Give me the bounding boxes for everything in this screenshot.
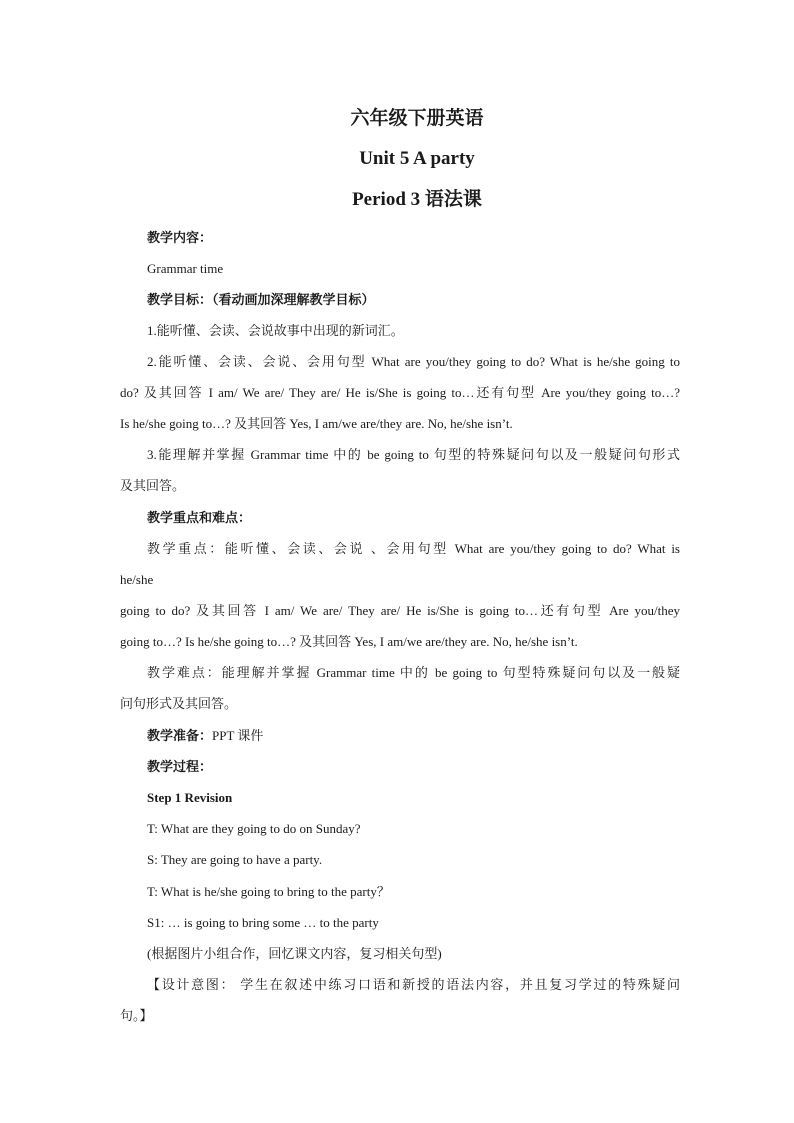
objective-2-line-1: 2.能听懂、会读、会说、会用句型 What are you/they going to do? What is he/she going to	[147, 354, 680, 369]
objective-2-line-2: do? 及其回答 I am/ We are/ They are/ He is/She is going to…还有句型 Are you/they going to…?	[120, 385, 680, 400]
student-answer-2: S1: … is going to bring some … to the party	[147, 915, 379, 930]
activity-note: (根据图片小组合作，回忆课文内容，复习相关句型)	[147, 946, 442, 961]
keypoint-line-2: he/she	[120, 572, 154, 587]
content-heading: 教学内容：	[147, 230, 213, 245]
content-text: Grammar time	[147, 261, 224, 276]
preparation-text: PPT 课件	[212, 728, 264, 743]
doc-title-unit: Unit 5 A party	[359, 148, 475, 169]
step-1-heading: Step 1 Revision	[147, 790, 233, 805]
teacher-question-2: T: What is he/she going to bring to the party？	[147, 884, 390, 899]
doc-title-period: Period 3 语法课	[352, 189, 482, 210]
objective-3-line-2: 及其回答。	[120, 478, 186, 493]
teacher-question-1: T: What are they going to do on Sunday?	[147, 821, 361, 836]
objectives-heading: 教学目标：（看动画加深理解教学目标）	[147, 292, 375, 307]
student-answer-1: S: They are going to have a party.	[147, 852, 323, 867]
difficulty-line-2: 问句形式及其回答。	[120, 696, 238, 711]
keypoints-heading: 教学重点和难点：	[147, 510, 252, 525]
preparation-line	[147, 727, 680, 745]
objective-2-line-3: Is he/she going to…? 及其回答 Yes, I am/we are/they are. No, he/she isn’t.	[120, 416, 513, 431]
objective-3-line-1: 3.能理解并掌握 Grammar time 中的 be going to 句型的特殊疑问句以及一般疑问句形式	[147, 447, 680, 462]
keypoint-line-3: going to do? 及其回答 I am/ We are/ They are/ He is/She is going to…还有句型 Are you/they	[120, 603, 680, 618]
difficulty-line-1: 教学难点：能理解并掌握 Grammar time 中的 be going to 句型特殊疑问句以及一般疑	[147, 665, 680, 680]
objective-1: 1.能听懂、会读、会说故事中出现的新词汇。	[147, 323, 404, 338]
design-intent-line-2: 句。】	[120, 1008, 153, 1023]
keypoint-line-4: going to…? Is he/she going to…? 及其回答 Yes, I am/we are/they are. No, he/she isn’t.	[120, 634, 578, 649]
keypoint-line-1: 教学重点：能听懂、会读、会说 、会用句型 What are you/they going to do? What is	[147, 541, 680, 556]
preparation-heading: 教学准备：	[147, 728, 213, 743]
doc-title-grade: 六年级下册英语	[350, 108, 484, 129]
design-intent-line-1: 【设计意图： 学生在叙述中练习口语和新授的语法内容，并且复习学过的特殊疑问	[147, 977, 680, 992]
process-heading: 教学过程：	[147, 759, 213, 774]
